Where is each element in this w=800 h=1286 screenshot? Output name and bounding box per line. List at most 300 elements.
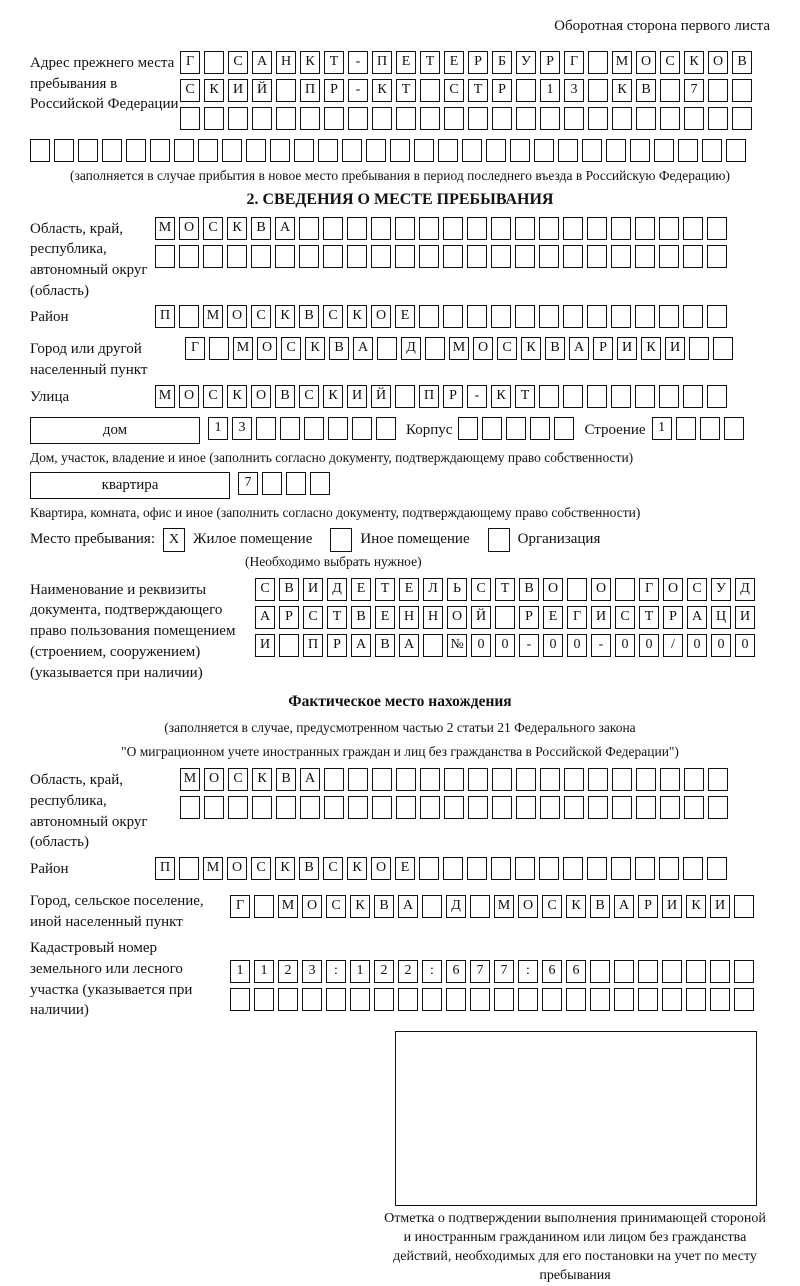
char-cell: Н xyxy=(399,606,419,629)
char-cell-empty xyxy=(518,988,538,1011)
char-cell-empty xyxy=(422,988,442,1011)
char-cell-empty xyxy=(458,417,478,440)
char-cell: С xyxy=(203,217,223,240)
char-cell: К xyxy=(612,79,632,102)
char-cell: Д xyxy=(446,895,466,918)
actual-region-row-2 xyxy=(180,796,732,819)
actual-location-title: Фактическое место нахождения xyxy=(288,693,512,711)
char-cell-empty xyxy=(310,472,330,495)
char-cell-empty xyxy=(467,305,487,328)
char-cell-empty xyxy=(396,796,416,819)
place-type-label: Место пребывания: xyxy=(30,531,155,548)
char-cell-empty xyxy=(566,988,586,1011)
char-cell-empty xyxy=(564,768,584,791)
char-cell-empty xyxy=(710,988,730,1011)
char-cell-empty xyxy=(372,107,392,130)
char-cell: Т xyxy=(495,578,515,601)
house-number-row xyxy=(208,417,400,440)
char-cell-empty xyxy=(198,139,218,162)
char-cell-empty xyxy=(491,217,511,240)
char-cell-empty xyxy=(606,139,626,162)
char-cell-empty xyxy=(179,857,199,880)
char-cell-empty xyxy=(515,217,535,240)
char-cell: А xyxy=(614,895,634,918)
stroenie-label: Строение xyxy=(584,421,646,438)
char-cell-empty xyxy=(222,139,242,162)
char-cell-empty xyxy=(588,79,608,102)
registration-stamp-box xyxy=(395,1031,757,1206)
char-cell-empty xyxy=(516,768,536,791)
char-cell-empty xyxy=(352,417,372,440)
char-cell-empty xyxy=(348,107,368,130)
char-cell-empty xyxy=(563,217,583,240)
char-cell-empty xyxy=(278,988,298,1011)
char-cell-empty xyxy=(588,51,608,74)
char-cell-empty xyxy=(590,960,610,983)
char-cell: В xyxy=(299,857,319,880)
char-cell-empty xyxy=(251,245,271,268)
char-cell-empty xyxy=(482,417,502,440)
char-cell-empty xyxy=(252,107,272,130)
char-cell-empty xyxy=(638,960,658,983)
char-cell-empty xyxy=(492,796,512,819)
char-cell: Д xyxy=(327,578,347,601)
char-cell: Р xyxy=(443,385,463,408)
char-cell-empty xyxy=(708,796,728,819)
prev-address-row-1 xyxy=(180,51,756,74)
char-cell: Р xyxy=(540,51,560,74)
char-cell-empty xyxy=(491,245,511,268)
char-cell: П xyxy=(303,634,323,657)
char-cell-empty xyxy=(563,385,583,408)
char-cell-empty xyxy=(713,337,733,360)
char-cell: Т xyxy=(327,606,347,629)
char-cell: В xyxy=(545,337,565,360)
char-cell: О xyxy=(591,578,611,601)
char-cell: О xyxy=(371,305,391,328)
char-cell: - xyxy=(591,634,611,657)
option-other-premises-label: Иное помещение xyxy=(360,531,470,548)
cadastral-label: Кадастровый номер земельного или лесного участка (указывается при наличии) xyxy=(30,940,193,1019)
char-cell-empty xyxy=(443,857,463,880)
char-cell-empty xyxy=(683,857,703,880)
document-label: Наименование и реквизиты документа, подтверждающего право пользования помещением (строением, сооружением) (указывается при наличии) xyxy=(30,581,236,681)
district-field xyxy=(30,305,770,333)
char-cell: 0 xyxy=(735,634,755,657)
char-cell-empty xyxy=(654,139,674,162)
char-cell-empty xyxy=(686,960,706,983)
char-cell: Т xyxy=(375,578,395,601)
char-cell-empty xyxy=(396,768,416,791)
actual-location-note-1: (заполняется в случае, предусмотренном частью 2 статьи 21 Федерального закона xyxy=(164,720,636,736)
char-cell: К xyxy=(491,385,511,408)
char-cell-empty xyxy=(419,217,439,240)
char-cell: К xyxy=(227,217,247,240)
stroenie-row xyxy=(652,417,748,440)
char-cell: С xyxy=(444,79,464,102)
char-cell-empty xyxy=(286,472,306,495)
char-cell: 0 xyxy=(711,634,731,657)
char-cell: Е xyxy=(395,305,415,328)
char-cell: 0 xyxy=(687,634,707,657)
char-cell-empty xyxy=(659,305,679,328)
char-cell: Т xyxy=(639,606,659,629)
char-cell: Н xyxy=(423,606,443,629)
char-cell: К xyxy=(372,79,392,102)
actual-district-field xyxy=(30,857,770,885)
char-cell-empty xyxy=(611,217,631,240)
char-cell-empty xyxy=(494,988,514,1011)
char-cell: О xyxy=(251,385,271,408)
char-cell-empty xyxy=(150,139,170,162)
char-cell: И xyxy=(665,337,685,360)
char-cell-empty xyxy=(540,768,560,791)
char-cell: В xyxy=(279,578,299,601)
actual-city-label: Город, сельское поселение, иной населенный пункт xyxy=(30,893,204,930)
char-cell-empty xyxy=(468,768,488,791)
char-cell-empty xyxy=(636,107,656,130)
char-cell-empty xyxy=(563,245,583,268)
char-cell-empty xyxy=(587,385,607,408)
char-cell-empty xyxy=(686,988,706,1011)
char-cell-empty xyxy=(491,305,511,328)
prev-address-row-3 xyxy=(180,107,756,130)
char-cell-empty xyxy=(611,385,631,408)
street-field xyxy=(30,385,770,413)
prev-address-row-2 xyxy=(180,79,756,102)
char-cell-empty xyxy=(30,139,50,162)
char-cell: И xyxy=(591,606,611,629)
char-cell-empty xyxy=(318,139,338,162)
char-cell-empty xyxy=(515,245,535,268)
char-cell-empty xyxy=(348,796,368,819)
char-cell: 7 xyxy=(494,960,514,983)
char-cell: Е xyxy=(351,578,371,601)
char-cell: К xyxy=(305,337,325,360)
document-field xyxy=(30,578,770,683)
char-cell: Б xyxy=(492,51,512,74)
char-cell-empty xyxy=(299,245,319,268)
char-cell: В xyxy=(276,768,296,791)
char-cell: В xyxy=(329,337,349,360)
char-cell: С xyxy=(203,385,223,408)
char-cell-empty xyxy=(467,217,487,240)
char-cell-empty xyxy=(300,796,320,819)
korpus-row xyxy=(458,417,578,440)
char-cell: И xyxy=(662,895,682,918)
char-cell-empty xyxy=(204,107,224,130)
char-cell: М xyxy=(180,768,200,791)
char-cell-empty xyxy=(612,796,632,819)
char-cell-empty xyxy=(468,107,488,130)
char-cell: Г xyxy=(180,51,200,74)
char-cell-empty xyxy=(179,305,199,328)
char-cell-empty xyxy=(539,245,559,268)
char-cell: О xyxy=(257,337,277,360)
char-cell: П xyxy=(155,857,175,880)
apartment-number-row xyxy=(238,472,334,495)
char-cell-empty xyxy=(734,960,754,983)
char-cell-empty xyxy=(470,988,490,1011)
char-cell-empty xyxy=(324,796,344,819)
char-cell: 0 xyxy=(567,634,587,657)
char-cell-empty xyxy=(324,107,344,130)
char-cell: С xyxy=(471,578,491,601)
char-cell-empty xyxy=(462,139,482,162)
char-cell: К xyxy=(252,768,272,791)
char-cell-empty xyxy=(419,245,439,268)
char-cell-empty xyxy=(676,417,696,440)
char-cell-empty xyxy=(564,107,584,130)
char-cell: Г xyxy=(639,578,659,601)
district-label: Район xyxy=(30,309,69,326)
char-cell-empty xyxy=(350,988,370,1011)
char-cell-empty xyxy=(539,857,559,880)
char-cell: Р xyxy=(279,606,299,629)
char-cell-empty xyxy=(724,417,744,440)
char-cell-empty xyxy=(495,606,515,629)
char-cell: Е xyxy=(543,606,563,629)
char-cell-empty xyxy=(203,245,223,268)
char-cell: 1 xyxy=(230,960,250,983)
region-row-2 xyxy=(155,245,731,268)
char-cell-empty xyxy=(708,768,728,791)
char-cell-empty xyxy=(564,796,584,819)
char-cell: К xyxy=(521,337,541,360)
char-cell: К xyxy=(347,857,367,880)
char-cell-empty xyxy=(587,245,607,268)
char-cell: К xyxy=(300,51,320,74)
char-cell-empty xyxy=(684,796,704,819)
char-cell-empty xyxy=(534,139,554,162)
char-cell: 3 xyxy=(232,417,252,440)
char-cell: 3 xyxy=(302,960,322,983)
char-cell-empty xyxy=(438,139,458,162)
char-cell-empty xyxy=(54,139,74,162)
char-cell-empty xyxy=(660,768,680,791)
char-cell-empty xyxy=(256,417,276,440)
char-cell-empty xyxy=(683,385,703,408)
char-cell-empty xyxy=(323,245,343,268)
char-cell: 1 xyxy=(208,417,228,440)
char-cell-empty xyxy=(630,139,650,162)
district-row xyxy=(155,305,731,328)
char-cell-empty xyxy=(530,417,550,440)
char-cell: Т xyxy=(420,51,440,74)
char-cell: Р xyxy=(468,51,488,74)
char-cell-empty xyxy=(422,895,442,918)
char-cell: Г xyxy=(230,895,250,918)
char-cell: 2 xyxy=(374,960,394,983)
char-cell: Й xyxy=(252,79,272,102)
char-cell-empty xyxy=(328,417,348,440)
char-cell: Т xyxy=(468,79,488,102)
char-cell-empty xyxy=(323,217,343,240)
char-cell: О xyxy=(179,385,199,408)
char-cell: С xyxy=(228,768,248,791)
char-cell: Г xyxy=(564,51,584,74)
char-cell-empty xyxy=(734,895,754,918)
char-cell: Е xyxy=(396,51,416,74)
char-cell: 0 xyxy=(471,634,491,657)
place-type-hint: (Необходимо выбрать нужное) xyxy=(245,553,422,569)
char-cell-empty xyxy=(539,305,559,328)
char-cell: К xyxy=(684,51,704,74)
char-cell-empty xyxy=(371,217,391,240)
char-cell: С xyxy=(497,337,517,360)
cadastral-field xyxy=(30,936,770,1021)
char-cell: О xyxy=(636,51,656,74)
char-cell: И xyxy=(255,634,275,657)
char-cell: 1 xyxy=(540,79,560,102)
char-cell-empty xyxy=(492,107,512,130)
char-cell-empty xyxy=(228,107,248,130)
char-cell: Р xyxy=(492,79,512,102)
char-cell-empty xyxy=(659,857,679,880)
document-row-1 xyxy=(255,578,759,601)
char-cell-empty xyxy=(419,305,439,328)
char-cell-empty xyxy=(587,857,607,880)
char-cell-empty xyxy=(611,305,631,328)
char-cell-empty xyxy=(444,107,464,130)
char-cell-empty xyxy=(563,857,583,880)
city-field xyxy=(30,337,770,380)
char-cell: К xyxy=(227,385,247,408)
region-row-1 xyxy=(155,217,731,240)
char-cell: О xyxy=(227,305,247,328)
char-cell-empty xyxy=(700,417,720,440)
char-cell-empty xyxy=(425,337,445,360)
char-cell: 6 xyxy=(542,960,562,983)
char-cell: Р xyxy=(638,895,658,918)
section2-title: 2. СВЕДЕНИЯ О МЕСТЕ ПРЕБЫВАНИЯ xyxy=(246,190,554,208)
char-cell-empty xyxy=(444,796,464,819)
char-cell: В xyxy=(636,79,656,102)
char-cell: И xyxy=(735,606,755,629)
char-cell-empty xyxy=(230,988,250,1011)
char-cell: Р xyxy=(327,634,347,657)
actual-city-row xyxy=(230,895,758,918)
char-cell-empty xyxy=(276,796,296,819)
char-cell: Т xyxy=(396,79,416,102)
char-cell: С xyxy=(323,857,343,880)
char-cell: Е xyxy=(399,578,419,601)
char-cell-empty xyxy=(180,796,200,819)
char-cell: Р xyxy=(593,337,613,360)
char-cell: У xyxy=(516,51,536,74)
char-cell-empty xyxy=(262,472,282,495)
char-cell-empty xyxy=(179,245,199,268)
char-cell: 1 xyxy=(254,960,274,983)
region-label: Область, край, республика, автономный округ (область) xyxy=(30,220,148,299)
char-cell-empty xyxy=(540,107,560,130)
char-cell: О xyxy=(473,337,493,360)
char-cell-empty xyxy=(683,217,703,240)
char-cell-empty xyxy=(506,417,526,440)
char-cell-empty xyxy=(660,107,680,130)
char-cell-empty xyxy=(372,768,392,791)
char-cell-empty xyxy=(635,305,655,328)
char-cell-empty xyxy=(423,634,443,657)
char-cell-empty xyxy=(492,768,512,791)
char-cell: Г xyxy=(567,606,587,629)
char-cell: Р xyxy=(663,606,683,629)
char-cell-empty xyxy=(582,139,602,162)
char-cell-empty xyxy=(588,768,608,791)
char-cell: : xyxy=(422,960,442,983)
char-cell: Р xyxy=(324,79,344,102)
char-cell: 0 xyxy=(495,634,515,657)
char-cell: И xyxy=(228,79,248,102)
char-cell-empty xyxy=(275,245,295,268)
page-side-note: Оборотная сторона первого листа xyxy=(554,18,770,34)
stamp-caption: Отметка о подтверждении выполнения принимающей стороной и иностранным гражданином или лицом без гражданства действий, необходимых для его постановки на учет по месту пребывания xyxy=(384,1211,766,1283)
char-cell: : xyxy=(518,960,538,983)
char-cell-empty xyxy=(467,245,487,268)
char-cell-empty xyxy=(396,107,416,130)
char-cell: / xyxy=(663,634,683,657)
char-cell: А xyxy=(255,606,275,629)
char-cell-empty xyxy=(702,139,722,162)
char-cell: П xyxy=(372,51,392,74)
char-cell-empty xyxy=(155,245,175,268)
char-cell-empty xyxy=(710,960,730,983)
char-cell: О xyxy=(371,857,391,880)
char-cell-empty xyxy=(558,139,578,162)
char-cell-empty xyxy=(280,417,300,440)
prev-address-label: Адрес прежнего места пребывания в Российской Федерации xyxy=(30,55,179,113)
char-cell-empty xyxy=(348,768,368,791)
char-cell: Ь xyxy=(447,578,467,601)
char-cell-empty xyxy=(126,139,146,162)
char-cell-empty xyxy=(684,768,704,791)
char-cell-empty xyxy=(539,217,559,240)
char-cell: М xyxy=(233,337,253,360)
char-cell: Г xyxy=(185,337,205,360)
char-cell-empty xyxy=(443,217,463,240)
char-cell: О xyxy=(179,217,199,240)
char-cell: - xyxy=(348,79,368,102)
char-cell-empty xyxy=(254,988,274,1011)
actual-region-label: Область, край, республика, автономный округ (область) xyxy=(30,772,148,851)
char-cell-empty xyxy=(683,245,703,268)
char-cell: М xyxy=(155,385,175,408)
char-cell-empty xyxy=(366,139,386,162)
char-cell-empty xyxy=(516,796,536,819)
char-cell: Т xyxy=(515,385,535,408)
char-cell: 7 xyxy=(238,472,258,495)
char-cell: С xyxy=(251,857,271,880)
char-cell: 0 xyxy=(543,634,563,657)
char-cell: О xyxy=(708,51,728,74)
char-cell-empty xyxy=(299,217,319,240)
char-cell-empty xyxy=(371,245,391,268)
char-cell: В xyxy=(251,217,271,240)
char-cell-empty xyxy=(611,245,631,268)
char-cell-empty xyxy=(395,385,415,408)
char-cell: С xyxy=(299,385,319,408)
char-cell: С xyxy=(323,305,343,328)
street-label: Улица xyxy=(30,388,70,405)
char-cell-empty xyxy=(563,305,583,328)
actual-district-label: Район xyxy=(30,861,69,878)
char-cell-empty xyxy=(294,139,314,162)
char-cell: В xyxy=(375,634,395,657)
char-cell-empty xyxy=(567,578,587,601)
char-cell-empty xyxy=(204,796,224,819)
char-cell: С xyxy=(228,51,248,74)
char-cell-empty xyxy=(443,305,463,328)
